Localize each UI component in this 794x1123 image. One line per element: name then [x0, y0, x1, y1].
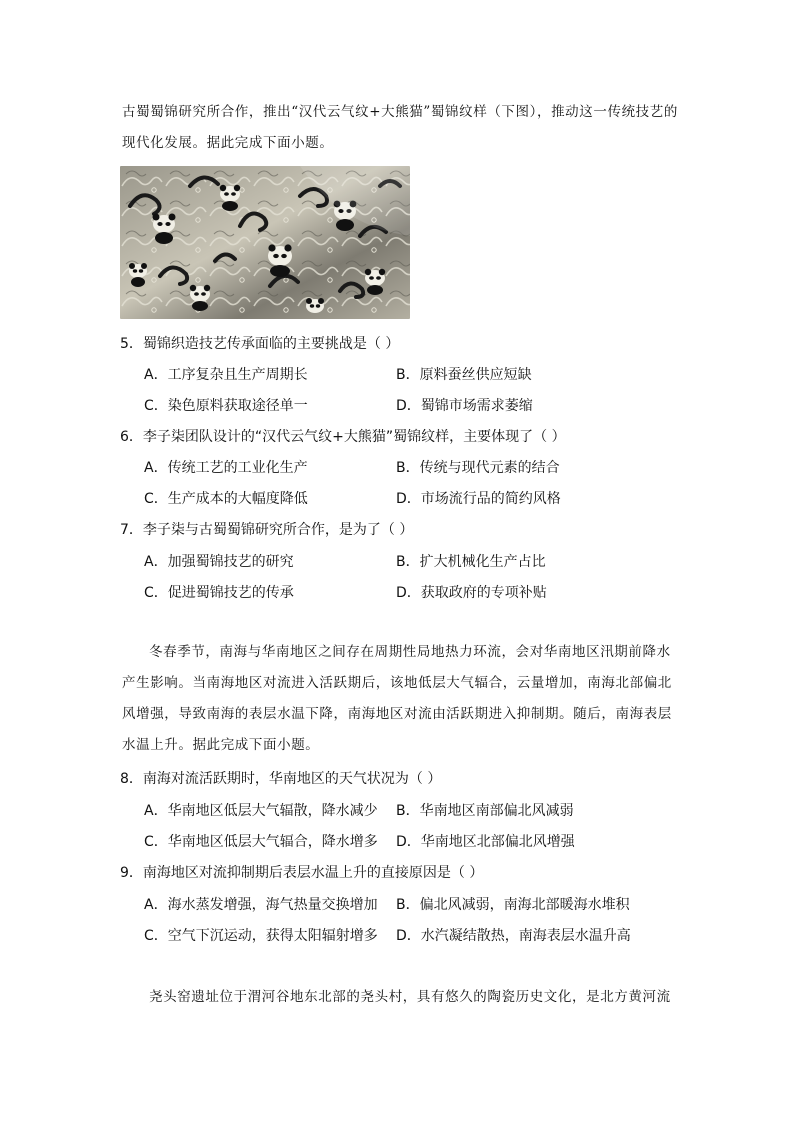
question-9-stem: 9．南海地区对流抑制期后表层水温上升的直接原因是（ ） — [120, 865, 484, 881]
brocade-photo — [120, 166, 410, 319]
question-5-option-b[interactable]: B．原料蚕丝供应短缺 — [396, 367, 532, 383]
question-9-option-b[interactable]: B．偏北风减弱，南海北部暖海水堆积 — [396, 897, 630, 913]
question-7-option-d[interactable]: D．获取政府的专项补贴 — [396, 585, 547, 601]
question-8-option-c[interactable]: C．华南地区低层大气辐合，降水增多 — [144, 834, 378, 850]
question-8-option-b[interactable]: B．华南地区南部偏北风减弱 — [396, 803, 574, 819]
question-9-option-a[interactable]: A．海水蒸发增强，海气热量交换增加 — [144, 897, 378, 913]
panda-cloud-brocade-image — [120, 166, 410, 319]
question-7-stem: 7．李子柒与古蜀蜀锦研究所合作，是为了（ ） — [120, 522, 414, 538]
question-5-option-c[interactable]: C．染色原料获取途径单一 — [144, 398, 308, 414]
question-6-option-a[interactable]: A．传统工艺的工业化生产 — [144, 460, 308, 476]
question-5-option-a[interactable]: A．工序复杂且生产周期长 — [144, 367, 308, 383]
question-9-option-c[interactable]: C．空气下沉运动，获得太阳辐射增多 — [144, 928, 378, 944]
question-8-option-a[interactable]: A．华南地区低层大气辐散，降水减少 — [144, 803, 378, 819]
question-5-option-d[interactable]: D．蜀锦市场需求萎缩 — [396, 398, 533, 414]
question-6-option-b[interactable]: B．传统与现代元素的结合 — [396, 460, 560, 476]
question-5-stem: 5．蜀锦织造技艺传承面临的主要挑战是（ ） — [120, 336, 400, 352]
question-6-option-c[interactable]: C．生产成本的大幅度降低 — [144, 491, 308, 507]
passage-shujin: 古蜀蜀锦研究所合作，推出“汉代云气纹+大熊猫”蜀锦纹样（下图），推动这一传统技艺的现代化发展。据此完成下面小题。 — [122, 104, 678, 151]
question-6-stem: 6．李子柒团队设计的“汉代云气纹+大熊猫”蜀锦纹样，主要体现了（ ） — [120, 429, 566, 445]
question-9-option-d[interactable]: D．水汽凝结散热，南海表层水温升高 — [396, 928, 631, 944]
question-7-option-a[interactable]: A．加强蜀锦技艺的研究 — [144, 554, 294, 570]
question-6-option-d[interactable]: D．市场流行品的简约风格 — [396, 491, 561, 507]
passage-south-china-sea: 冬春季节，南海与华南地区之间存在周期性局地热力环流，会对华南地区汛期前降水产生影响。当南海地区对流进入活跃期后，该地低层大气辐合，云量增加，南海北部偏北风增强，导致南海的表层水温下降，南海地区对流由活跃期进入抑制期。随后，南海表层水温上升。据此完成下面小题。 — [122, 644, 672, 753]
passage-yaotou-kiln: 尧头窑遗址位于渭河谷地东北部的尧头村，具有悠久的陶瓷历史文化，是北方黄河流 — [149, 989, 671, 1005]
question-8-stem: 8．南海对流活跃期时，华南地区的天气状况为（ ） — [120, 771, 442, 787]
question-8-option-d[interactable]: D．华南地区北部偏北风增强 — [396, 834, 575, 850]
question-7-option-c[interactable]: C．促进蜀锦技艺的传承 — [144, 585, 294, 601]
question-7-option-b[interactable]: B．扩大机械化生产占比 — [396, 554, 546, 570]
